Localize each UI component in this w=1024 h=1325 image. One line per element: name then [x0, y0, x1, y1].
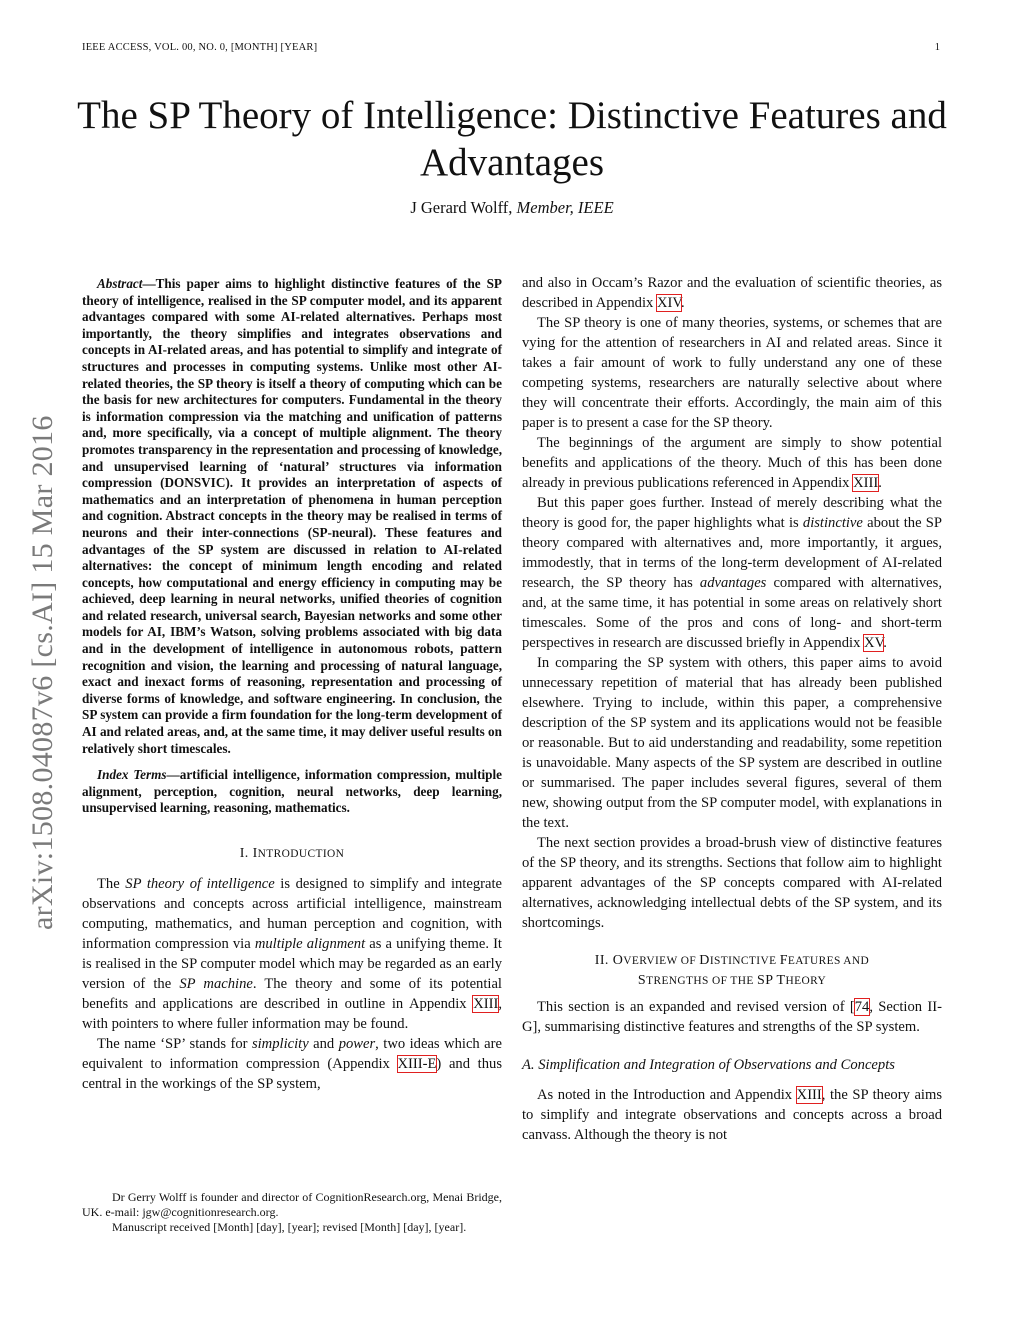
appendix-link[interactable]: XIV — [656, 295, 682, 311]
citation-link[interactable]: 74 — [854, 999, 870, 1015]
appendix-link[interactable]: XIII — [853, 475, 879, 491]
body-paragraph: The next section provides a broad-brush view of distinctive features of the SP theory, and its strengths. Sections that follow aim to highlight apparent advantages of the SP concepts compared with AI-related alternatives, acknowledging intellectual debts of the SP system, and its shortcomings. — [522, 835, 942, 931]
index-terms — [82, 767, 502, 817]
appendix-link[interactable]: XIII — [796, 1087, 822, 1103]
body-paragraph: and also in Occam’s Razor and the evaluation of scientific theories, as described in Appendix XIV. — [522, 275, 942, 311]
author-name: J Gerard Wolff, — [410, 198, 513, 217]
footnote — [82, 1190, 502, 1235]
footnote-manuscript: Manuscript received [Month] [day], [year]; revised [Month] [day], [year]. — [112, 1220, 467, 1234]
abstract-text: —This paper aims to highlight distinctive features of the SP theory of intelligence, realised in the SP computer model, and its apparent advantages compared with some AI-related alternatives. Perhaps most importantly, the theory simplifies and integrates observations and concepts in AI-related areas, and has potential to simplify and integrate of structures and processes in computing systems. Unlike most other AI-related theories, the SP theory is itself a theory of computing which can be the basis for new architectures for computers. Fundamental in the theory is information compression via the matching and unification of patterns and, more specifically, via a concept of multiple alignment. The theory promotes transparency in the representation and processing of knowledge, and unsupervised learning of ‘natural’ structures via information compression (DONSVIC). It provides an interpretation of aspects of mathematics and an interpretation of phenomena in human perception and cognition. Abstract concepts in the theory may be realised in terms of neurons and their inter-connections (SP-neural). These features and advantages of the SP system are discussed in relation to AI-related alternatives: the concept of minimum length encoding and related concepts, how computational and energy efficiency in computing may be achieved, deep learning in neural networks, unified theories of cognition and related research, universal search, Bayesian networks and some other models for AI, IBM’s Watson, solving problems associated with big data and in the development of intelligence in autonomous robots, pattern recognition and vision, the learning and processing of natural language, exact and inexact forms of reasoning, representation and processing of diverse forms of knowledge, and software engineering. In conclusion, the SP system can provide a firm foundation for the long-term development of AI and related areas, and, at the same time, it may deliver useful results on relatively short timescales. — [82, 276, 502, 756]
page-number: 1 — [934, 42, 940, 53]
intro-paragraph-1: The SP theory of intelligence is designed to simplify and integrate observations and concepts across artificial intelligence, mainstream computing, mathematics, and human perception and cognition, with information compression via multiple alignment as a unifying theme. It is realised in the SP computer model which may be regarded as an early version of the SP machine. The theory and some of its potential benefits and applications are described in outline in Appendix XIII, with pointers to where fuller information may be found. — [82, 876, 502, 1032]
intro-paragraph-2: The name ‘SP’ stands for simplicity and power, two ideas which are equivalent to information compression (Appendix XIII-E) and thus central in the workings of the SP system, — [82, 1036, 502, 1092]
body-paragraph: The SP theory is one of many theories, systems, or schemes that are vying for the attention of researchers in AI and related areas. Since it takes a fair amount of work to fully understand any one of these competing systems, researchers are naturally selective about where they will concentrate their efforts. Accordingly, the main aim of this paper is to present a case for the SP theory. — [522, 315, 942, 431]
author-line — [0, 198, 1024, 218]
index-terms-text: —artificial intelligence, information compression, multiple alignment, perception, cognition, neural networks, deep learning, unsupervised learning, reasoning, mathematics. — [82, 767, 503, 816]
appendix-link[interactable]: XV — [864, 635, 884, 651]
body-paragraph: But this paper goes further. Instead of merely describing what the theory is good for, the paper highlights what is distinctive about the SP theory compared with alternatives and, more importantly, it argues, immodestly, that in terms of the long-term development of AI-related research, the SP theory has advantages compared with alternatives, and, at the same time, it has potential in some areas on relatively short timescales. Some of the pros and cons of long- and short-term perspectives in research are discussed briefly in Appendix XV. — [522, 495, 943, 651]
abstract-lead: Abstract — [97, 276, 143, 291]
body-paragraph: The beginnings of the argument are simply to show potential benefits and applications of the theory. Much of this has been done already in previous publications referenced in Appendix XIII. — [522, 435, 942, 491]
footnote-affiliation: Dr Gerry Wolff is founder and director of CognitionResearch.org, Menai Bridge, UK. e-mail: jgw@cognitionresearch.org. — [82, 1190, 502, 1219]
author-affiliation: Member, IEEE — [516, 198, 614, 217]
subsection-heading: A. Simplification and Integration of Observations and Concepts — [522, 1057, 895, 1073]
appendix-link[interactable]: XIII-E — [397, 1056, 437, 1072]
section-heading-introduction: I. INTRODUCTION — [239, 846, 345, 861]
section-heading-overview: II. OVERVIEW OF DISTINCTIVE FEATURES AND STRENGTHS OF THE SP THEORY — [594, 953, 870, 988]
body-paragraph: In comparing the SP system with others, this paper aims to avoid unnecessary repetition of material that has already been published elsewhere. Trying to include, within this paper, a comprehensive description of the SP system and its applications would not be feasible or reasonable. But to aid understanding and readability, some repetition is unavoidable. Many aspects of the SP system are described in outline or summarised. The paper includes several figures, several of them new, showing output from the SP computer model, with explanations in the text. — [522, 655, 942, 831]
left-column — [82, 276, 502, 1094]
index-terms-lead: Index Terms — [97, 767, 167, 783]
body-paragraph: This section is an expanded and revised version of [74, Section II-G], summarising distinctive features and strengths of the SP system. — [522, 999, 942, 1035]
arxiv-stamp: arXiv:1508.04087v6 [cs.AI] 15 Mar 2016 — [26, 415, 59, 930]
body-paragraph: As noted in the Introduction and Appendix XIII, the SP theory aims to simplify and integrate observations and concepts across a broad canvass. Although the theory is not — [522, 1087, 943, 1143]
paper-title: The SP Theory of Intelligence: Distinctive Features and Advantages — [77, 94, 947, 184]
right-column — [522, 273, 942, 1145]
appendix-link[interactable]: XIII — [473, 996, 499, 1012]
abstract — [82, 276, 502, 757]
running-head: IEEE ACCESS, VOL. 00, NO. 0, [MONTH] [YEAR] — [82, 42, 318, 53]
